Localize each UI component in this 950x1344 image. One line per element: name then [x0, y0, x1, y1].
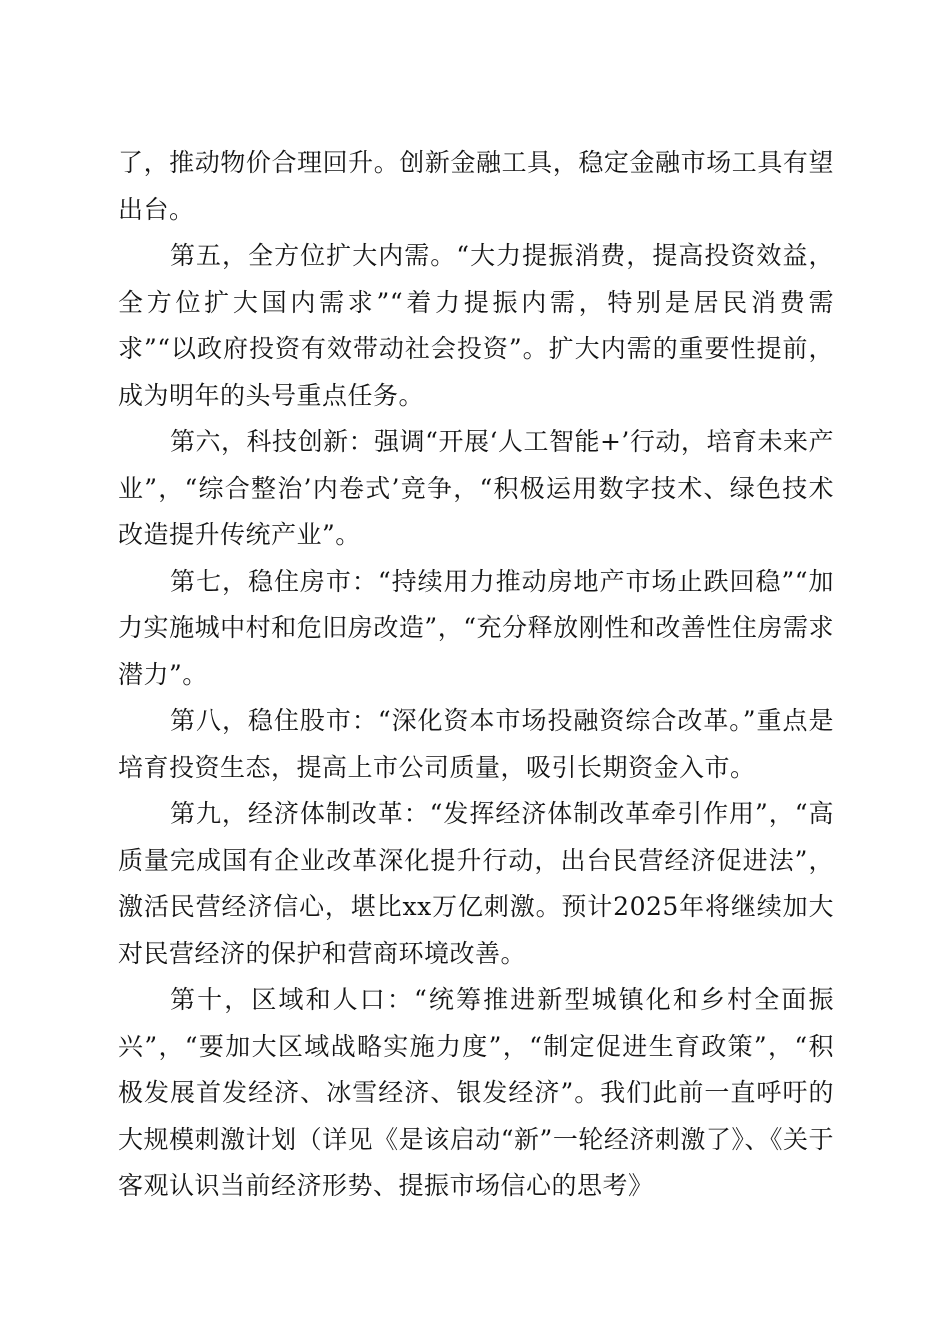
document-body	[118, 140, 834, 1210]
paragraph-point-six: 第六，科技创新：强调“开展‘人工智能+’行动，培育未来产业”，“综合整治’内卷式’竞争，“积极运用数字技术、绿色技术改造提升传统产业”。	[118, 427, 834, 549]
paragraph-point-ten: 第十，区域和人口：“统筹推进新型城镇化和乡村全面振兴”，“要加大区域战略实施力度”，“制定促进生育政策”，“积极发展首发经济、冰雪经济、银发经济”。我们此前一直呼吁的大规模刺激计划（详见《是该启动“新”一轮经济刺激了》、《关于客观认识当前经济形势、提振市场信心的思考》	[118, 985, 834, 1200]
paragraph-point-nine: 第九，经济体制改革：“发挥经济体制改革牵引作用”，“高质量完成国有企业改革深化提升行动，出台民营经济促进法”，激活民营经济信心，堪比xx万亿刺激。预计2025年将继续加大对民营经济的保护和营商环境改善。	[118, 799, 834, 968]
paragraph-point-seven: 第七，稳住房市：“持续用力推动房地产市场止跌回稳”“加力实施城中村和危旧房改造”，“充分释放刚性和改善性住房需求潜力”。	[118, 566, 834, 689]
paragraph-point-five: 第五，全方位扩大内需。“大力提振消费，提高投资效益，全方位扩大国内需求”“着力提振内需，特别是居民消费需求”“以政府投资有效带动社会投资”。扩大内需的重要性提前，成为明年的头号重点任务。	[118, 241, 834, 410]
paragraph-point-eight: 第八，稳住股市：“深化资本市场投融资综合改革。”重点是培育投资生态，提高上市公司质量，吸引长期资金入市。	[118, 706, 834, 782]
paragraph-continuation: 了，推动物价合理回升。创新金融工具，稳定金融市场工具有望出台。	[118, 148, 834, 224]
